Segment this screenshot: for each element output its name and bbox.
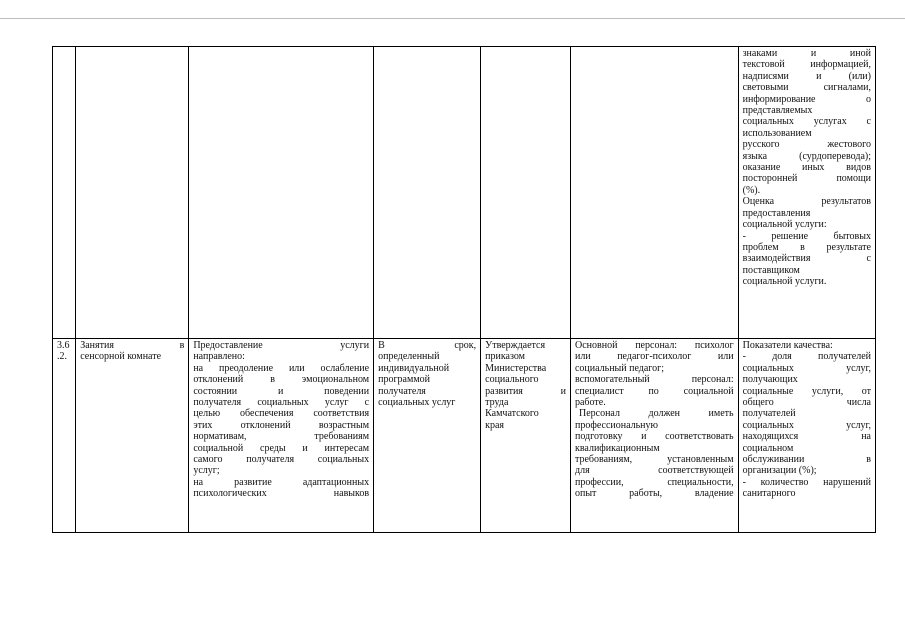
text-line: Камчатского	[485, 408, 539, 420]
text-line: информирование о	[742, 93, 871, 105]
text-line: проблем в результате	[742, 241, 871, 253]
text-line: Основной персонал: психолог	[574, 340, 734, 351]
text-line: находящихся на	[742, 431, 871, 443]
text-line: русского жестового	[742, 139, 871, 151]
text-line: нормативам, требованиям	[193, 431, 370, 443]
text-line: оказание иных видов	[742, 162, 871, 174]
cell-term	[374, 47, 481, 339]
text-line: социальных услугах с	[742, 116, 871, 128]
text-line: надписями и (или)	[742, 70, 871, 82]
services-table	[52, 46, 876, 533]
text-line: социальных услуг	[378, 397, 456, 409]
cell-service-content	[189, 339, 374, 533]
text-line: социальных услуг,	[742, 362, 871, 374]
cell-number	[53, 339, 76, 533]
text-line: - решение бытовых	[742, 230, 871, 242]
text-line: Предоставление услуги	[193, 340, 370, 351]
text-line: на преодоление или ослабление	[193, 362, 370, 374]
text-line: социальном	[742, 442, 794, 454]
text-line: социальные услуги, от	[742, 385, 871, 397]
text-line: работе.	[574, 397, 606, 409]
text-line: Оценка результатов	[742, 196, 871, 208]
text-line: индивидуальной	[378, 362, 450, 374]
text-line: профессии, специальности,	[574, 476, 734, 488]
text-line: санитарного	[742, 488, 796, 500]
text-line: представляемых	[742, 105, 813, 117]
row-number: 3.6	[57, 340, 70, 351]
page-top-line	[0, 18, 905, 19]
text-line: края	[485, 419, 505, 431]
text-line: психологических навыков	[193, 488, 370, 500]
text-line: опыт работы, владение	[574, 488, 734, 500]
text-line: развития и	[485, 385, 566, 397]
text-line: предоставления	[742, 207, 811, 219]
text-line: Министерства	[485, 362, 547, 374]
text-line: световыми сигналами,	[742, 82, 871, 94]
cell-tariff	[481, 339, 571, 533]
cell-conditions	[570, 47, 738, 339]
text-line: труда	[485, 397, 509, 409]
text-line: общего числа	[742, 397, 871, 409]
text-line: программой	[378, 374, 430, 386]
text-line: специалист по социальной	[574, 385, 734, 397]
cell-indicators	[738, 47, 875, 339]
text-line: Показатели качества:	[742, 340, 833, 351]
text-line: вспомогательный персонал:	[574, 374, 734, 386]
cell-service-content	[189, 47, 374, 339]
text-line: получателя социальных услуг с	[193, 397, 370, 409]
text-line: текстовой информацией,	[742, 59, 871, 71]
text-line: этих отклонений возрастным	[193, 419, 370, 431]
text-line: посторонней помощи	[742, 173, 871, 185]
text-line: обслуживании в	[742, 454, 871, 466]
text-line: квалификационным	[574, 442, 660, 454]
text-line: подготовку и соответствовать	[574, 431, 734, 443]
text-line: услуг;	[193, 465, 220, 477]
text-line: - доля получателей	[742, 351, 871, 363]
text-line: получающих	[742, 374, 798, 386]
text-line: направлено:	[193, 351, 245, 363]
text-line: профессиональную	[574, 419, 658, 431]
text-line: целью обеспечения соответствия	[193, 408, 370, 420]
text-line: языка (сурдоперевода);	[742, 150, 871, 162]
text-line: на развитие адаптационных	[193, 476, 370, 488]
text-line: организации (%);	[742, 465, 817, 477]
cell-number	[53, 47, 76, 339]
text-line: Занятия в	[80, 340, 185, 351]
cell-service-name	[76, 47, 189, 339]
text-line: самого получателя социальных	[193, 454, 370, 466]
text-line: Персонал должен иметь	[578, 408, 734, 420]
text-line: социальных услуг,	[742, 419, 871, 431]
cell-service-name	[76, 339, 189, 533]
text-line: приказом	[485, 351, 526, 363]
row-number: .2.	[57, 351, 67, 363]
table-row	[53, 47, 876, 339]
text-line: социального	[485, 374, 539, 386]
text-line: определенный	[378, 351, 440, 363]
text-line: или педагог-психолог или	[574, 351, 734, 363]
text-line: социальной услуги.	[742, 276, 827, 288]
text-line: сенсорной комнате	[80, 351, 162, 363]
text-line: получателя	[378, 385, 426, 397]
text-line: поставщиком	[742, 264, 800, 276]
cell-conditions	[570, 339, 738, 533]
text-line: отклонений в эмоциональном	[193, 374, 370, 386]
cell-term	[374, 339, 481, 533]
table-row	[53, 339, 876, 533]
text-line: социальный педагог;	[574, 362, 665, 374]
text-line: (%).	[742, 184, 761, 196]
text-line: состоянии и поведении	[193, 385, 370, 397]
text-line: социальной услуги:	[742, 219, 827, 231]
text-line: - количество нарушений	[742, 476, 871, 488]
text-line: требованиям, установленным	[574, 454, 734, 466]
text-line: В срок,	[378, 340, 477, 351]
text-line: знаками и иной	[742, 48, 871, 59]
text-line: Утверждается	[485, 340, 546, 351]
text-line: взаимодействия с	[742, 253, 871, 265]
text-line: получателей	[742, 408, 796, 420]
text-line: использованием	[742, 127, 812, 139]
cell-indicators	[738, 339, 875, 533]
cell-tariff	[481, 47, 571, 339]
text-line: социальной среды и интересам	[193, 442, 370, 454]
text-line: для соответствующей	[574, 465, 734, 477]
